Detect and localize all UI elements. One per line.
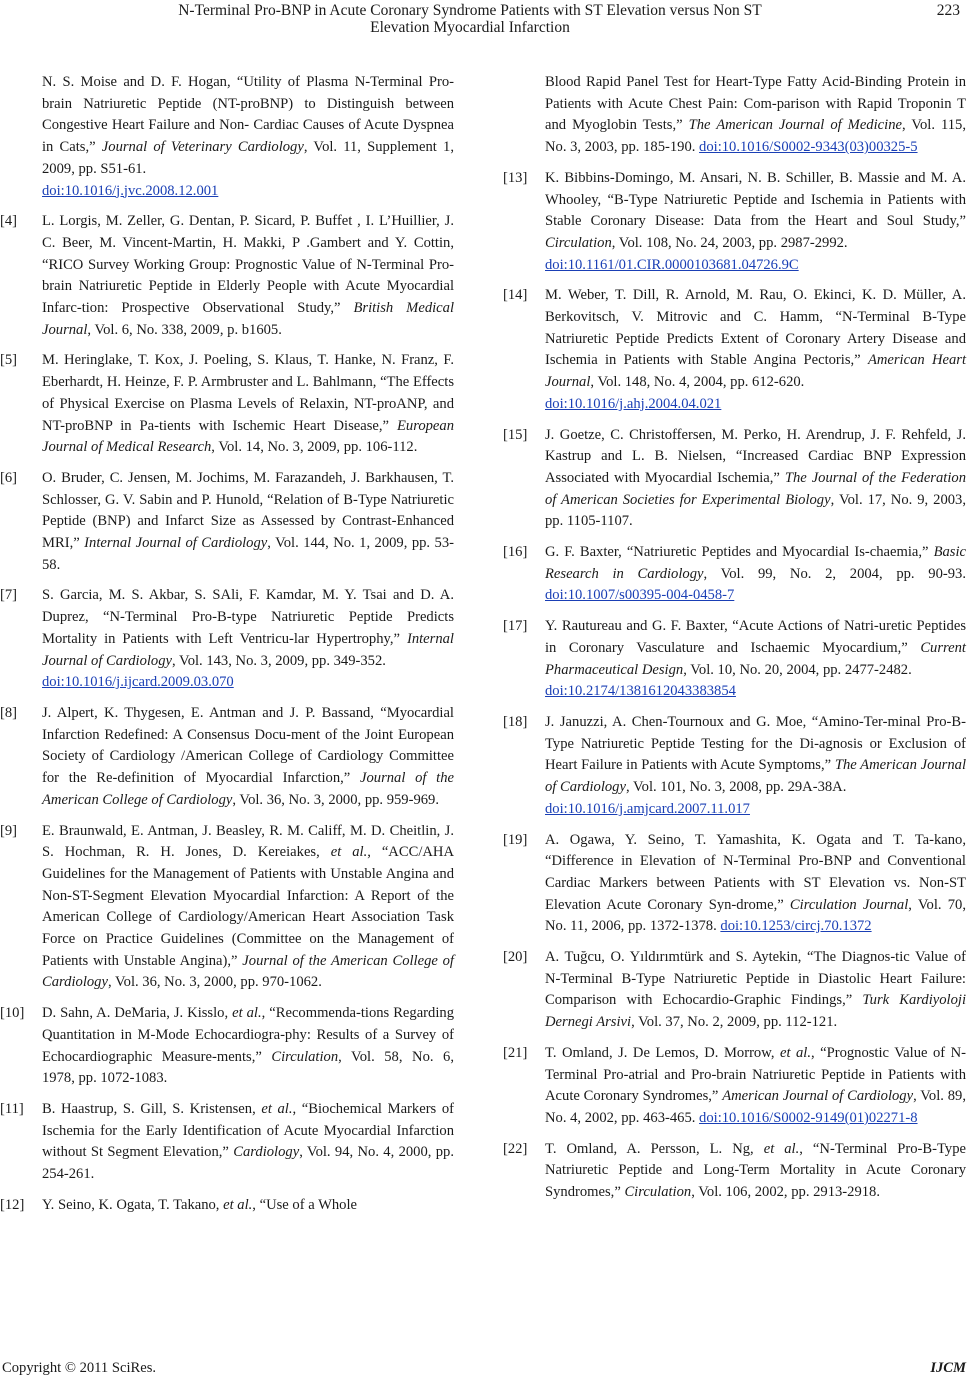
reference-entry — [503, 285, 967, 415]
reference-etal: et al. — [261, 1100, 293, 1117]
reference-doi-link[interactable]: doi:10.1016/j.ahj.2004.04.021 — [545, 395, 722, 412]
reference-text: Y. Seino, K. Ogata, T. Takano, — [42, 1196, 224, 1213]
reference-number: [10] — [0, 1005, 25, 1022]
reference-details: , Vol. 58, No. 6, 1978, pp. 1072-1083. — [42, 1048, 454, 1087]
reference-entry — [503, 1139, 966, 1204]
reference-details: , Vol. 148, No. 4, 2004, pp. 612-620. — [590, 374, 805, 391]
reference-text: J. Alpert, K. Thygesen, E. Antman and J. P. Bassand, “Myocardial Infarction Redefined: A Consensus Docu-ment of the Joint European Society of Cardiology /American College of Cardiology Committee for the Re-definition of Myocardial Infarction,” — [42, 704, 454, 787]
reference-details: , Vol. 106, 2002, pp. 2913-2918. — [691, 1184, 881, 1201]
page-number: 223 — [936, 2, 960, 19]
reference-journal: Basic Research in Cardiology — [545, 544, 966, 582]
reference-journal: The Journal of the Federation of American Societies for Experimental Biology — [545, 469, 966, 508]
reference-doi-link[interactable]: doi:10.1016/S0002-9149(01)02271-8 — [699, 1109, 918, 1126]
copyright-notice: Copyright © 2011 SciRes. — [2, 1360, 157, 1376]
page-footer — [0, 1360, 968, 1382]
reference-etal: et al. — [779, 1044, 811, 1061]
reference-text: Y. Rautureau and G. F. Baxter, “Acute Actions of Natri-uretic Peptides in Coronary Vasculature and Ischaemic Myocardium,” — [545, 618, 966, 656]
reference-number: [9] — [0, 822, 18, 839]
running-header — [0, 2, 968, 36]
reference-doi-link[interactable]: doi:10.1016/S0002-9343(03)00325-5 — [699, 139, 918, 156]
reference-number: [6] — [0, 469, 18, 486]
reference-number: [14] — [503, 287, 528, 304]
reference-journal: European Journal of Medical Research — [42, 417, 454, 456]
reference-entry — [0, 585, 454, 694]
reference-details: , Vol. 11, Supplement 1, 2009, pp. S51-61. — [42, 139, 454, 177]
reference-journal: British Medical Journal — [42, 300, 454, 338]
reference-number: [16] — [503, 544, 528, 561]
reference-journal: Circulation — [271, 1048, 339, 1065]
reference-details: , Vol. 6, No. 338, 2009, p. b1605. — [87, 321, 282, 338]
reference-entry — [503, 830, 966, 939]
reference-entry — [503, 1043, 966, 1130]
reference-doi-link[interactable]: doi:10.1161/01.CIR.0000103681.04726.9C — [545, 256, 799, 273]
reference-entry — [503, 712, 967, 821]
reference-doi-link[interactable]: doi:10.1016/j.amjcard.2007.11.017 — [545, 800, 750, 817]
reference-entry — [503, 616, 966, 703]
reference-number: [7] — [0, 587, 18, 604]
reference-details: , Vol. 14, No. 3, 2009, pp. 106-112. — [211, 439, 418, 456]
reference-text: L. Lorgis, M. Zeller, G. Dentan, P. Sicard, P. Buffet , I. L’Huillier, J. C. Beer, M. Vincent-Martin, H. Makki, P .Gambert and Y. Cottin, “RICO Survey Working Group: Prognostic Value of N-Terminal Pro-brain Natriuretic Peptide in Elderly People with Acute Myocardial Infarc-tion: Prospective Observational Study,” — [42, 213, 454, 317]
reference-text: S. Garcia, M. S. Akbar, S. SAli, F. Kamdar, M. Y. Tsai and D. A. Duprez, “N-Terminal Pro-B-type Natriuretic Peptide Predicts Mortality in Patients with Left Ventricu-lar Hypertrophy,” — [42, 587, 454, 647]
reference-doi-link[interactable]: doi:10.1253/circj.70.1372 — [720, 918, 872, 935]
reference-details: , Vol. 36, No. 3, 2000, pp. 970-1062. — [107, 974, 322, 991]
reference-number: [17] — [503, 618, 528, 635]
reference-number: [15] — [503, 426, 528, 443]
reference-details: , Vol. 36, No. 3, 2000, pp. 959-969. — [232, 791, 439, 808]
reference-doi-link[interactable]: doi:10.1016/j.ijcard.2009.03.070 — [42, 674, 234, 691]
reference-text: M. Heringlake, T. Kox, J. Poeling, S. Klaus, T. Hanke, N. Franz, F. Eberhardt, H. Heinze, F. P. Armbruster and L. Bahlmann, “The Effects of Physical Exercise on Plasma Levels of Relaxin, NT-proANP, and NT-proBNP in Pa-tients with Ischemic Heart Disease,” — [42, 352, 454, 434]
reference-text-cont: , “ACC/AHA Guidelines for the Management of Patients with Unstable Angina and Non-ST-Segment Elevation Myocardial Infarction: A Report of the American College of Cardiology/American Heart Association Task Force on Practice Guidelines (Committee on the Management of Patients with Unstable Angina),” — [42, 844, 454, 969]
reference-journal: Circulation — [545, 234, 612, 251]
reference-entry — [503, 425, 966, 534]
reference-text-cont: , “Biochemical Markers of Ischemia for the Early Identification of Acute Myocardial Infarction without St Segment Elevation,” — [42, 1100, 454, 1161]
references-right-column — [503, 72, 967, 1213]
reference-journal: Current Pharmaceutical Design — [545, 639, 966, 678]
reference-text: G. F. Baxter, “Natriuretic Peptides and Myocardial Is-chaemia,” — [545, 544, 934, 561]
reference-entry — [0, 821, 454, 995]
reference-details: , Vol. 99, No. 2, 2004, pp. 90-93. — [703, 565, 966, 582]
reference-text: D. Sahn, A. DeMaria, J. Kisslo, — [42, 1005, 233, 1022]
reference-text-cont: , “Use of a Whole — [252, 1196, 357, 1213]
reference-number: [11] — [0, 1100, 24, 1117]
running-title-line-1: N-Terminal Pro-BNP in Acute Coronary Syndrome Patients with ST Elevation versus Non ST — [178, 2, 762, 19]
reference-journal: Journal of Veterinary Cardiology — [101, 139, 304, 156]
references-left-column — [0, 72, 454, 1225]
reference-entry — [0, 703, 454, 812]
reference-text: M. Weber, T. Dill, R. Arnold, M. Rau, O. Ekinci, K. D. Müller, A. Berkovitsch, V. Mitrovic and C. Hamm, “N-Terminal B-Type Natriuretic Peptide Predicts Extent of Coronary Artery Disease and Ischemia in Patients with Stable Angina Pectoris,” — [545, 287, 966, 369]
reference-journal: Circulation — [624, 1184, 692, 1201]
reference-entry — [0, 1003, 454, 1090]
reference-text: Blood Rapid Panel Test for Heart-Type Fatty Acid-Binding Protein in Patients with Acute Chest Pain: Com-parison with Rapid Troponin T and Myoglobin Tests,” — [545, 74, 966, 134]
reference-details: , Vol. 17, No. 9, 2003, pp. 1105-1107. — [545, 491, 966, 530]
reference-details: , Vol. 101, No. 3, 2008, pp. 29A-38A. — [625, 779, 847, 796]
reference-journal: Internal Journal of Cardiology — [84, 535, 268, 552]
reference-details: , Vol. 115, No. 3, 2003, pp. 185-190. — [545, 117, 966, 156]
reference-number: [22] — [503, 1140, 528, 1157]
reference-text-cont: , “Prognostic Value of N-Terminal Pro-atrial and Pro-brain Natriuretic Peptide in Patients with Acute Coronary Syndromes,” — [545, 1044, 966, 1105]
reference-details: , Vol. 94, No. 4, 2000, pp. 254-261. — [42, 1144, 454, 1183]
reference-text: O. Bruder, C. Jensen, M. Jochims, M. Farazandeh, J. Barkhausen, T. Schlosser, G. V. Sabin and P. Hunold, “Relation of B-Type Natriuretic Peptide (BNP) and Infarct Size as Assessed by Contrast-Enhanced MRI,” — [42, 469, 454, 552]
reference-text: A. Tuğcu, O. Yıldırımtürk and S. Aytekin, “The Diagnos-tic Value of N-Terminal B-Type Natriuretic Peptide in Diastolic Heart Failure: Comparison with Echocardio-Graphic Findings,” — [545, 949, 966, 1009]
reference-entry — [503, 947, 966, 1034]
reference-number: [21] — [503, 1044, 528, 1061]
reference-text: J. Goetze, C. Christoffersen, M. Perko, H. Arendrup, J. F. Rehfeld, J. Kastrup and L. B. Nielsen, “Increased Cardiac BNP Expression Associated with Myocardial Ischemia,” — [545, 426, 966, 486]
reference-entry — [503, 542, 966, 607]
reference-doi-link[interactable]: doi:10.2174/1381612043383854 — [545, 683, 736, 700]
reference-etal: et al. — [223, 1196, 253, 1213]
reference-details: , Vol. 89, No. 4, 2002, pp. 463-465. — [545, 1088, 966, 1126]
reference-details: , Vol. 144, No. 1, 2009, pp. 53-58. — [42, 535, 454, 573]
reference-number: [20] — [503, 949, 528, 966]
reference-journal: Journal of the American College of Cardiology — [42, 770, 454, 808]
reference-text-cont: , “N-Terminal Pro-B-Type Natriuretic Peptide and Long-Term Mortality in Acute Coronary Syndromes,” — [545, 1140, 966, 1201]
reference-number: [18] — [503, 713, 528, 730]
reference-etal: et al. — [232, 1005, 262, 1022]
reference-journal: The American Journal of Cardiology — [545, 757, 967, 796]
reference-journal: American Heart Journal — [545, 352, 967, 391]
reference-number: [4] — [0, 213, 18, 230]
reference-journal: American Journal of Cardiology — [722, 1088, 914, 1105]
reference-journal: Turk Kardiyoloji Dernegi Arsivi — [545, 992, 966, 1031]
reference-entry — [503, 168, 966, 277]
reference-entry — [508, 72, 966, 159]
reference-number: [19] — [503, 831, 528, 848]
reference-details: , Vol. 143, No. 3, 2009, pp. 349-352. — [172, 652, 386, 669]
reference-journal: Internal Journal of Cardiology — [42, 630, 454, 669]
reference-text: T. Omland, J. De Lemos, D. Morrow, — [545, 1044, 780, 1061]
reference-text: E. Braunwald, E. Antman, J. Beasley, R. M. Califf, M. D. Cheitlin, J. S. Hochman, R. H. Jones, D. Kereiakes, — [42, 822, 454, 861]
reference-details: , Vol. 108, No. 24, 2003, pp. 2987-2992. — [611, 234, 848, 251]
reference-details: , Vol. 37, No. 2, 2009, pp. 112-121. — [631, 1014, 838, 1031]
reference-text: T. Omland, A. Persson, L. Ng, — [545, 1140, 764, 1157]
reference-text-cont: , “Recommenda-tions Regarding Quantitation in M-Mode Echocardiogra-phy: Results of a Survey of Echocardiographic Measure-ments,” — [42, 1005, 454, 1065]
reference-etal: et al. — [330, 844, 368, 861]
reference-text: N. S. Moise and D. F. Hogan, “Utility of Plasma N-Terminal Pro-brain Natriuretic Peptide (NT-proBNP) to Distinguish between Congestive Heart Failure and Non- Cardiac Causes of Acute Dyspnea in Cats,” — [42, 74, 454, 156]
running-title-line-2: Elevation Myocardial Infarction — [370, 19, 570, 36]
reference-entry — [0, 468, 454, 577]
reference-number: [12] — [0, 1196, 25, 1213]
reference-entry — [0, 350, 454, 459]
reference-etal: et al. — [763, 1140, 800, 1157]
reference-doi-link[interactable]: doi:10.1016/j.jvc.2008.12.001 — [42, 182, 219, 199]
reference-number: [5] — [0, 352, 18, 369]
reference-number: [13] — [503, 169, 528, 186]
reference-text: A. Ogawa, Y. Seino, T. Yamashita, K. Ogata and T. Ta-kano, “Difference in Elevation of N-Terminal Pro-BNP and Conventional Cardiac Markers between Patients with ST Elevation vs. Non-ST Elevation Acute Coronary Syn-drome,” — [545, 831, 966, 913]
reference-entry — [30, 72, 454, 202]
reference-entry — [0, 1195, 454, 1217]
reference-number: [8] — [0, 704, 18, 721]
reference-text: B. Haastrup, S. Gill, S. Kristensen, — [42, 1100, 262, 1117]
reference-journal: Cardiology — [233, 1144, 300, 1161]
journal-abbrev: IJCM — [930, 1360, 966, 1376]
reference-doi-link[interactable]: doi:10.1007/s00395-004-0458-7 — [545, 587, 735, 604]
reference-details: , Vol. 10, No. 20, 2004, pp. 2477-2482. — [683, 661, 912, 678]
reference-details: , Vol. 70, No. 11, 2006, pp. 1372-1378. — [545, 896, 966, 935]
reference-journal: The American Journal of Medicine — [688, 117, 902, 134]
reference-journal: Journal of the American College of Cardiology — [42, 952, 454, 991]
reference-entry — [0, 211, 454, 341]
running-title — [90, 2, 850, 36]
reference-text: K. Bibbins-Domingo, M. Ansari, N. B. Schiller, B. Massie and M. A. Whooley, “B-Type Natriuretic Peptide and Ischemia in Patients with Stable Coronary Disease: Data from the Heart and Soul Study,” — [545, 169, 966, 230]
reference-text: J. Januzzi, A. Chen-Tournoux and G. Moe, “Amino-Ter-minal Pro-B-Type Natriuretic Peptide Testing for the Di-agnosis or Exclusion of Heart Failure in Patients with Acute Symptoms,” — [545, 713, 966, 774]
reference-journal: Circulation Journal — [789, 896, 909, 913]
reference-entry — [0, 1099, 454, 1186]
